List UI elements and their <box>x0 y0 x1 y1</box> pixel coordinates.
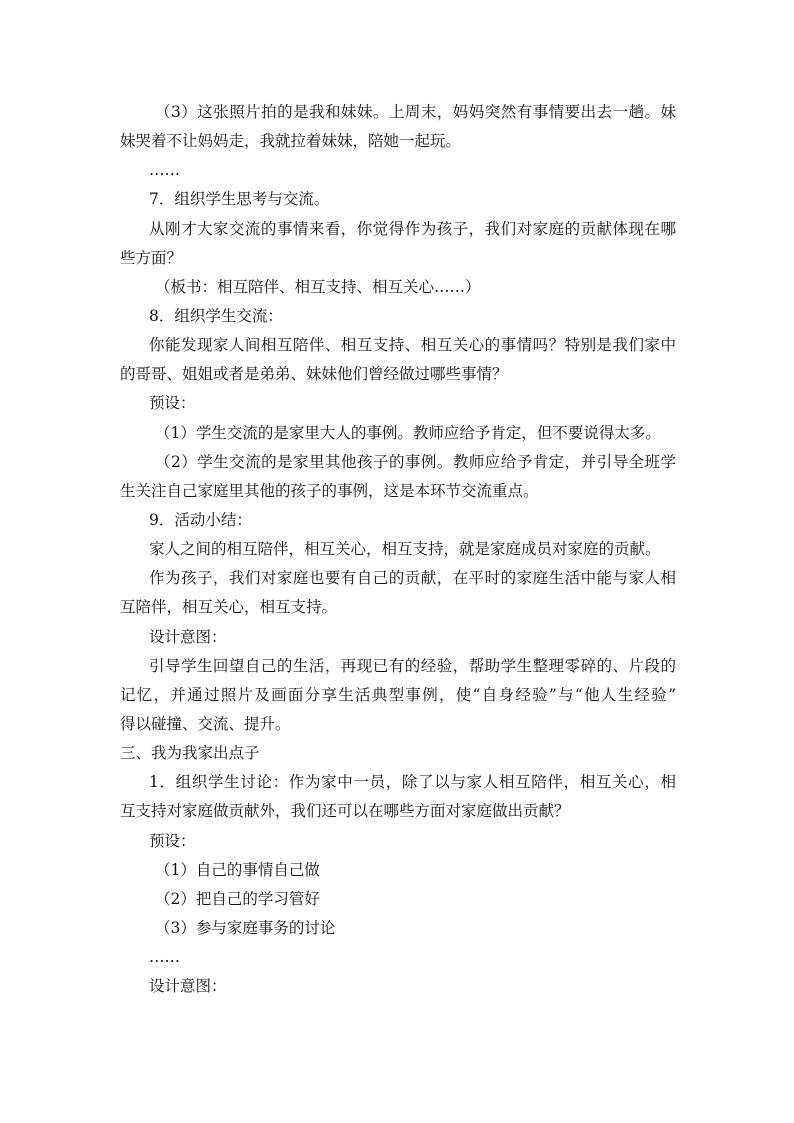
text-line: 预设： <box>149 394 196 413</box>
text-line: （1）学生交流的是家里大人的事例。教师应给予肯定，但不要说得太多。 <box>155 423 661 442</box>
text-line: 设计意图： <box>149 977 227 996</box>
text-line: 作为孩子，我们对家庭也要有自己的贡献，在平时的家庭生活中能与家人相 <box>149 569 676 588</box>
text-line: 记忆，并通过照片及画面分享生活典型事例，使“自身经验”与“他人生经验” <box>120 685 676 704</box>
text-line: 互支持对家庭做贡献外，我们还可以在哪些方面对家庭做出贡献？ <box>120 802 570 821</box>
text-line: 7．组织学生思考与交流。 <box>149 190 330 209</box>
text-line: 得以碰撞、交流、提升。 <box>120 714 291 733</box>
text-line: 妹哭着不让妈妈走，我就拉着妹妹，陪她一起玩。 <box>120 132 462 151</box>
text-line: 1．组织学生讨论：作为家中一员，除了以与家人相互陪伴，相互关心，相 <box>149 773 676 792</box>
text-line: …… <box>149 948 180 967</box>
text-line: 预设： <box>149 831 196 850</box>
text-line: （1）自己的事情自己做 <box>155 860 320 879</box>
text-line: 三、我为我家出点子 <box>120 744 260 763</box>
text-line: （2）学生交流的是家里其他孩子的事例。教师应给予肯定，并引导全班学 <box>155 452 676 471</box>
text-line: 9．活动小结： <box>149 510 252 529</box>
text-line: 你能发现家人间相互陪伴、相互支持、相互关心的事情吗？特别是我们家中 <box>149 336 676 355</box>
text-line: 生关注自己家庭里其他的孩子的事例，这是本环节交流重点。 <box>120 481 539 500</box>
text-line: 引导学生回望自己的生活，再现已有的经验，帮助学生整理零碎的、片段的 <box>149 656 676 675</box>
document-body <box>120 98 676 1001</box>
text-line: 互陪伴，相互关心，相互支持。 <box>120 598 338 617</box>
text-line: 设计意图： <box>149 627 227 646</box>
text-line: 家人之间的相互陪伴，相互关心，相互支持，就是家庭成员对家庭的贡献。 <box>149 540 661 559</box>
text-line: 8．组织学生交流： <box>149 306 283 325</box>
text-line: 的哥哥、姐姐或者是弟弟、妹妹他们曾经做过哪些事情？ <box>120 365 508 384</box>
text-line: （3）参与家庭事务的讨论 <box>155 918 336 937</box>
text-line: 些方面？ <box>120 248 183 267</box>
text-line: …… <box>149 161 180 180</box>
text-line: （2）把自己的学习管好 <box>155 889 320 908</box>
text-line: （板书：相互陪伴、相互支持、相互关心……） <box>155 277 481 296</box>
text-line: （3）这张照片拍的是我和妹妹。上周末，妈妈突然有事情要出去一趟。妹 <box>155 103 676 121</box>
text-line: 从刚才大家交流的事情来看，你觉得作为孩子，我们对家庭的贡献体现在哪 <box>149 219 676 238</box>
